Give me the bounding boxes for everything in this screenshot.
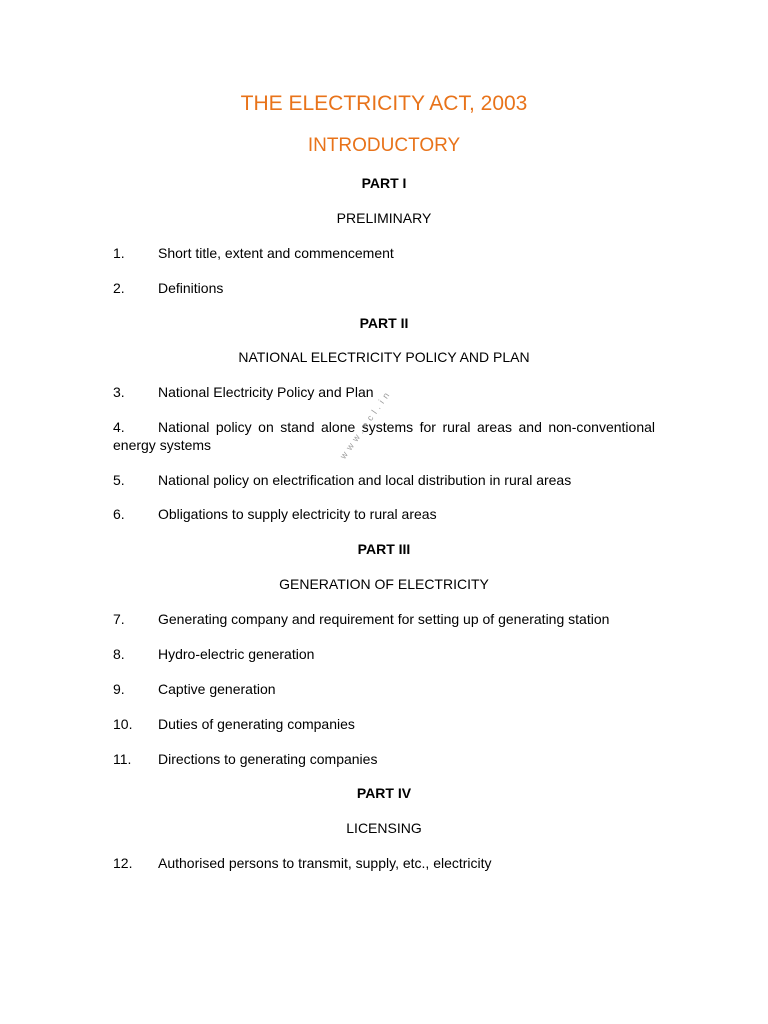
item-number: 6.: [113, 506, 125, 522]
item-number: 4.: [113, 419, 125, 435]
item-text: Definitions: [158, 280, 224, 296]
list-item: [113, 471, 655, 489]
part-heading: PART IV: [356, 785, 412, 801]
watermark: www.ecl.in: [338, 387, 394, 461]
item-number: 10.: [113, 716, 133, 732]
list-item: [113, 418, 655, 454]
item-text: Obligations to supply electricity to rural areas: [158, 506, 437, 522]
item-number: 3.: [113, 384, 125, 400]
list-item: [113, 610, 655, 628]
item-text: Captive generation: [158, 681, 276, 697]
list-item: [113, 505, 655, 523]
item-number: 1.: [113, 245, 125, 261]
item-text: National Electricity Policy and Plan: [158, 384, 374, 400]
item-text: Hydro-electric generation: [158, 646, 315, 662]
part-name: LICENSING: [346, 820, 422, 836]
item-text: Short title, extent and commencement: [158, 245, 394, 261]
item-text: Duties of generating companies: [158, 716, 355, 732]
list-item: [113, 854, 655, 872]
part-name: GENERATION OF ELECTRICITY: [279, 576, 489, 592]
list-item: [113, 244, 655, 262]
list-item: [113, 715, 655, 733]
item-number: 8.: [113, 646, 125, 662]
item-number: 5.: [113, 472, 125, 488]
item-number: 12.: [113, 855, 133, 871]
item-text: National policy on stand alone systems for rural areas and non-conventional energy systems: [113, 419, 655, 453]
item-number: 9.: [113, 681, 125, 697]
part-name: NATIONAL ELECTRICITY POLICY AND PLAN: [238, 349, 530, 365]
document-subtitle: INTRODUCTORY: [307, 135, 461, 156]
list-item: [113, 279, 655, 297]
item-text: Authorised persons to transmit, supply, etc., electricity: [158, 855, 492, 871]
list-item: [113, 645, 655, 663]
part-heading: PART III: [357, 541, 411, 557]
part-heading: PART I: [361, 175, 407, 191]
part-heading: PART II: [359, 315, 409, 331]
part-name: PRELIMINARY: [336, 210, 432, 226]
item-text: Generating company and requirement for setting up of generating station: [158, 611, 610, 627]
item-number: 7.: [113, 611, 125, 627]
item-number: 11.: [113, 751, 132, 767]
item-text: National policy on electrification and local distribution in rural areas: [158, 472, 572, 488]
document-title: THE ELECTRICITY ACT, 2003: [240, 92, 528, 115]
item-text: Directions to generating companies: [158, 751, 378, 767]
list-item: [113, 750, 655, 768]
list-item: [113, 680, 655, 698]
item-number: 2.: [113, 280, 125, 296]
